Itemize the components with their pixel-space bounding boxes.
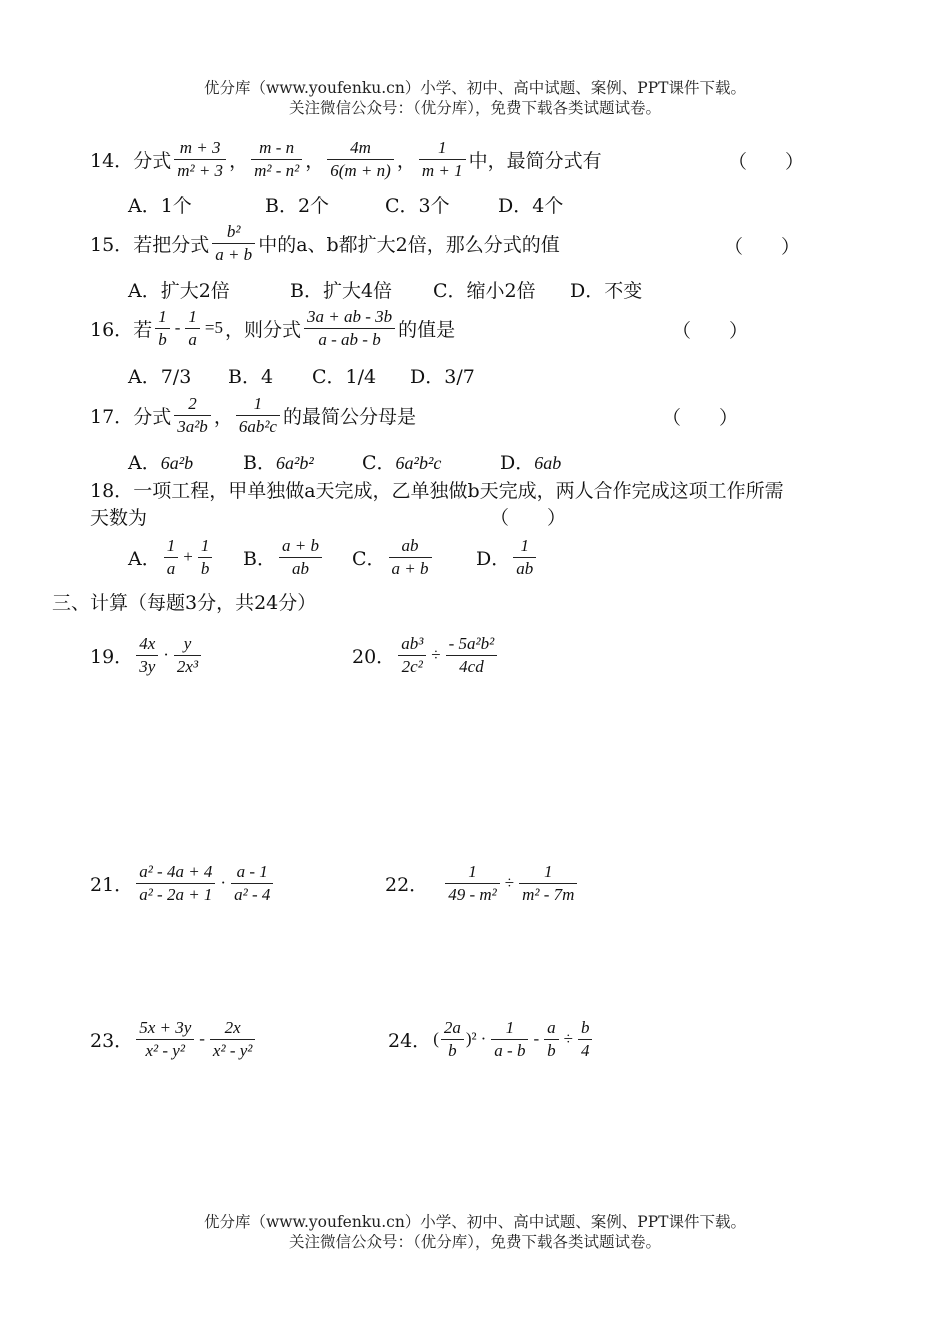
- fraction: $\frac{3a + ab - 3b}{a - ab - b}$: [304, 307, 395, 350]
- question-20: [352, 632, 500, 678]
- right-paren-squared: )²: [465, 1029, 477, 1048]
- question-number: 17．: [90, 405, 134, 428]
- question-24: [388, 1016, 595, 1062]
- question-mid: ，则分式: [224, 318, 301, 341]
- question-text-line-1: 一项工程，甲单独做a天完成，乙单独做b天完成，两人合作完成这项工作所需: [133, 480, 784, 502]
- question-23: [90, 1016, 258, 1062]
- option-c: C．缩小2倍: [433, 280, 536, 302]
- option-c: C．6a²b²c: [362, 452, 442, 474]
- fraction: $\frac{\text{a² - 4a + 4}}{\text{a² - 2a + 1}}$: [136, 862, 215, 905]
- fraction: $\frac{1}{\text{m² - 7m}}$: [519, 862, 577, 905]
- option-c: C． $\frac{ab}{a + b}$: [352, 534, 435, 580]
- fraction: $\frac{\text{b²}}{a + b}$: [212, 222, 255, 265]
- fraction: $\frac{4m}{6(m + n)}$: [327, 138, 394, 181]
- question-tail: 中的a、b都扩大2倍，那么分式的值: [258, 233, 560, 256]
- question-16: [90, 305, 455, 351]
- header-line-2: 关注微信公众号：（优分库），免费下载各类试题试卷。: [288, 99, 661, 117]
- multiply-sign: ·: [480, 1029, 487, 1048]
- option-b: B．4: [228, 366, 274, 388]
- fraction: $\frac{1}{\text{6ab²c}}$: [236, 394, 280, 437]
- separator: ，: [305, 149, 325, 172]
- fraction: $\frac{1}{a}$: [185, 307, 200, 350]
- minus-sign: -: [199, 1029, 205, 1048]
- question-number: 19．: [90, 645, 134, 668]
- option-a: A．6a²b: [128, 452, 194, 474]
- option-a: A． $\frac{1}{a}$ + $\frac{1}{b}$: [128, 534, 215, 580]
- fraction: $\frac{b}{4}$: [578, 1018, 593, 1061]
- divide-sign: ÷: [504, 873, 515, 892]
- equals-value: =5: [204, 318, 223, 337]
- fraction: $\frac{a + b}{ab}$: [279, 536, 322, 579]
- fraction: $\frac{1}{ab}$: [513, 536, 536, 579]
- left-paren: (: [433, 1029, 439, 1048]
- question-number: 24．: [388, 1029, 432, 1052]
- option-b: B．6a²b²: [243, 452, 314, 474]
- section-title: 三、计算（每题3分，共24分）: [52, 592, 317, 614]
- question-21: [90, 860, 276, 906]
- question-19: [90, 632, 204, 678]
- answer-paren: （ ）: [490, 507, 567, 529]
- option-c: C．3个: [385, 195, 450, 217]
- fraction: $\frac{2a}{b}$: [441, 1018, 464, 1061]
- question-lead: 分式: [133, 149, 172, 172]
- option-d: D． $\frac{1}{ab}$: [476, 534, 539, 580]
- option-b: B．扩大4倍: [290, 280, 393, 302]
- fraction: $\frac{2x}{\text{x² - y²}}$: [210, 1018, 255, 1061]
- separator: ，: [213, 405, 233, 428]
- plus-sign: +: [183, 547, 193, 566]
- fraction: $\frac{1}{a}$: [164, 536, 179, 579]
- answer-paren: （ ）: [662, 407, 739, 429]
- minus-sign: -: [533, 1029, 540, 1048]
- fraction: $\frac{1}{a - b}$: [491, 1018, 528, 1061]
- question-text-line-2: 天数为: [90, 507, 148, 529]
- fraction: $\frac{ab}{a + b}$: [389, 536, 432, 579]
- fraction: $\frac{1}{b}$: [198, 536, 213, 579]
- fraction: $\frac{a - 1}{\text{a² - 4}}$: [231, 862, 273, 905]
- answer-paren: （ ）: [672, 320, 749, 342]
- option-c: C．1/4: [312, 366, 377, 388]
- answer-paren: （ ）: [724, 236, 801, 258]
- divide-sign: ÷: [563, 1029, 573, 1048]
- question-number: 16．: [90, 318, 134, 341]
- question-18: [90, 476, 784, 503]
- fraction: $\frac{1}{b}$: [155, 307, 170, 350]
- fraction: $\frac{m + 3}{\text{m² + 3}}$: [174, 138, 226, 181]
- question-number: 21．: [90, 873, 134, 896]
- question-15: [90, 220, 560, 266]
- question-lead: 若: [133, 318, 153, 341]
- question-number: 18．: [90, 480, 134, 502]
- option-a: A．扩大2倍: [128, 280, 230, 302]
- question-number: 20．: [352, 645, 396, 668]
- option-a: A．1个: [128, 195, 192, 217]
- question-number: 14．: [90, 149, 134, 172]
- question-number: 22．: [385, 873, 429, 896]
- question-17: [90, 392, 416, 438]
- option-d: D．6ab: [500, 452, 562, 474]
- footer-line-1: 优分库（www.youfenku.cn）小学、初中、高中试题、案例、PPT课件下载。: [203, 1213, 747, 1231]
- fraction: $\frac{1}{m + 1}$: [419, 138, 466, 181]
- question-14: [90, 136, 602, 182]
- question-lead: 分式: [133, 405, 172, 428]
- question-22: [385, 860, 580, 906]
- fraction: $\frac{y}{\text{2x³}}$: [174, 634, 201, 677]
- fraction: $\frac{1}{\text{49 - m²}}$: [445, 862, 500, 905]
- question-lead: 若把分式: [133, 233, 210, 256]
- fraction: $\frac{4x}{3y}$: [136, 634, 158, 677]
- option-d: D．不变: [570, 280, 643, 302]
- multiply-sign: ·: [220, 873, 227, 892]
- header-line-1: 优分库（www.youfenku.cn）小学、初中、高中试题、案例、PPT课件下载。: [203, 79, 747, 97]
- multiply-sign: ·: [163, 645, 169, 664]
- fraction: $\frac{a}{b}$: [544, 1018, 559, 1061]
- option-d: D．3/7: [410, 366, 475, 388]
- fraction: $\frac{2}{\text{3a²b}}$: [174, 394, 211, 437]
- fraction: $\frac{\text{- 5a²b²}}{4cd}$: [446, 634, 498, 677]
- separator: ，: [396, 149, 416, 172]
- question-number: 15．: [90, 233, 134, 256]
- option-b: B． $\frac{a + b}{ab}$: [243, 534, 325, 580]
- minus-sign: -: [174, 318, 181, 337]
- option-a: A．7/3: [128, 366, 192, 388]
- question-tail: 的最简公分母是: [282, 405, 416, 428]
- question-tail: 的值是: [398, 318, 456, 341]
- fraction: $\frac{\text{ab³}}{\text{2c²}}$: [398, 634, 426, 677]
- question-tail: 中，最简分式有: [468, 149, 602, 172]
- footer-line-2: 关注微信公众号：（优分库），免费下载各类试题试卷。: [288, 1233, 661, 1251]
- question-number: 23．: [90, 1029, 134, 1052]
- separator: ，: [229, 149, 249, 172]
- fraction: $\frac{5x + 3y}{\text{x² - y²}}$: [136, 1018, 194, 1061]
- answer-paren: （ ）: [728, 151, 805, 173]
- option-b: B．2个: [265, 195, 330, 217]
- divide-sign: ÷: [431, 645, 441, 664]
- fraction: $\frac{m - n}{\text{m² - n²}}$: [251, 138, 302, 181]
- option-d: D．4个: [498, 195, 564, 217]
